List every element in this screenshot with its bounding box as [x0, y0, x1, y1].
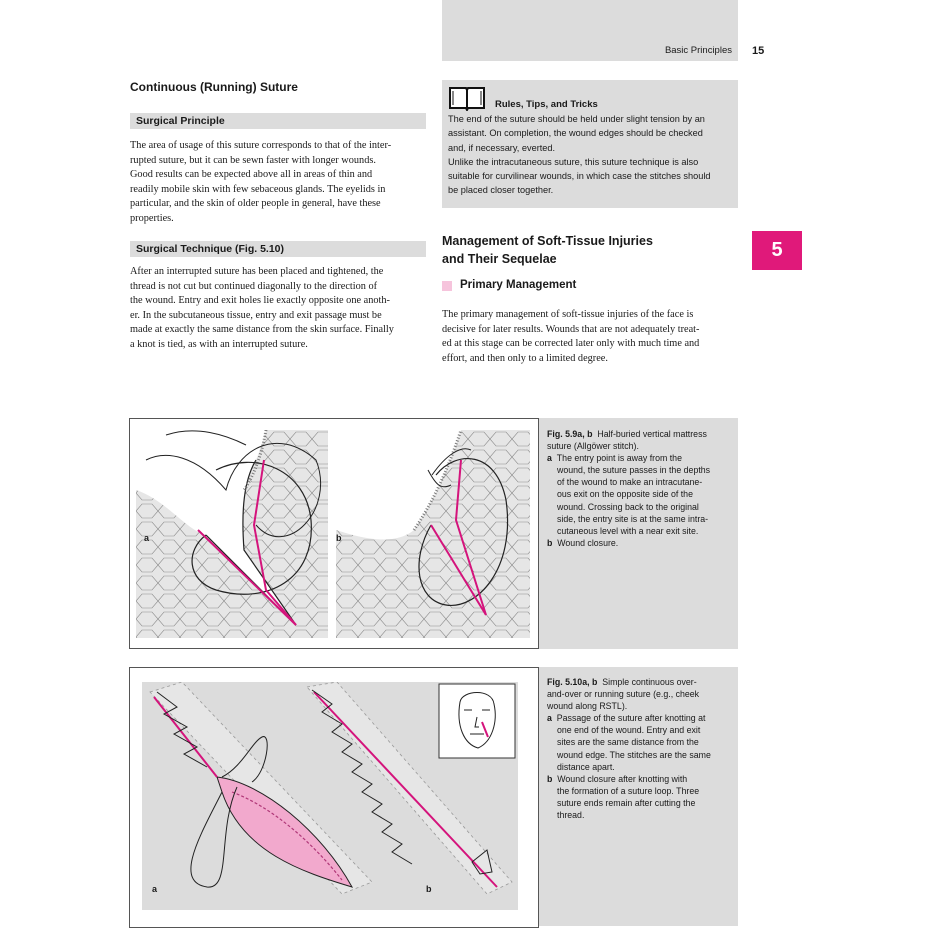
chapter-tab: 5 — [752, 231, 802, 270]
item-line: distance apart. — [557, 761, 615, 772]
item-line: wound, the suture passes in the depths — [557, 465, 711, 476]
rules-text — [448, 112, 736, 198]
item-line: one end of the wound. Entry and exit — [557, 725, 701, 736]
caption-line: and-over or running suture (e.g., cheek — [547, 689, 700, 700]
fig-5-10-label-b: b — [426, 884, 432, 894]
title-line: and Their Sequelae — [442, 252, 557, 266]
surgical-principle-heading: Surgical Principle — [130, 113, 426, 129]
fig-5-10-illustration — [142, 682, 518, 910]
surgical-principle-text — [130, 139, 426, 227]
text-line: the wound. Entry and exit holes lie exactly opposite one anoth- — [130, 295, 390, 307]
item-line: wound. Crossing back to the original — [557, 501, 699, 512]
text-line: suitable for curvilinear wounds, in which case the stitches should — [448, 171, 711, 182]
item-line: side, the entry site is at the same intra- — [557, 513, 709, 524]
fig-5-10-caption — [547, 676, 735, 821]
text-line: Good results can be expected above all in areas of thin and — [130, 169, 373, 181]
surgical-technique-text — [130, 265, 426, 353]
caption-title: Simple continuous over- — [602, 677, 697, 687]
caption-heading — [547, 428, 735, 440]
item-line: the formation of a suture loop. Three — [557, 785, 700, 796]
fig-5-9-caption — [547, 428, 735, 549]
text-line: decisive for later results. Wounds that are not adequately treat- — [442, 323, 700, 335]
text-line: The primary management of soft-tissue injuries of the face is — [442, 309, 694, 320]
item-line: Wound closure after knotting with — [557, 773, 688, 784]
item-line: Passage of the suture after knotting at — [556, 713, 706, 724]
item-letter: a — [547, 453, 552, 464]
caption-heading — [547, 676, 735, 688]
text-line: er. In the subcutaneous tissue, entry and exit passage must be — [130, 309, 382, 321]
management-title — [442, 232, 738, 268]
caption-number: Fig. 5.9a, b — [547, 429, 593, 439]
text-line: rupted suture, but it can be sewn faster with longer wounds. — [130, 154, 376, 166]
fig-5-9b-illustration — [336, 430, 530, 638]
rules-title: Rules, Tips, and Tricks — [495, 99, 598, 110]
item-line: Wound closure. — [557, 537, 619, 548]
open-book-icon — [448, 85, 486, 111]
text-line: be placed closer together. — [448, 185, 554, 196]
fig-5-9-label-a: a — [144, 533, 150, 543]
text-line: Unlike the intracutaneous suture, this suture technique is also — [448, 156, 699, 167]
text-line: The end of the suture should be held under slight tension by an — [448, 114, 705, 124]
caption-number: Fig. 5.10a, b — [547, 677, 598, 687]
caption-line: suture (Allgöwer stitch). — [547, 441, 639, 452]
running-head: Basic Principles — [664, 45, 732, 56]
text-line: assistant. On completion, the wound edges should be checked — [448, 128, 703, 139]
item-line: sites are the same distance from the — [557, 737, 699, 748]
item-letter: a — [547, 713, 552, 724]
page-number: 15 — [752, 45, 765, 57]
item-line: of the wound to make an intracutane- — [557, 477, 703, 488]
section-title: Continuous (Running) Suture — [130, 80, 298, 94]
fig-5-9-label-b: b — [336, 533, 342, 543]
item-line: ous exit on the opposite side of the — [557, 489, 693, 500]
surgical-technique-heading: Surgical Technique (Fig. 5.10) — [130, 241, 426, 257]
item-line: wound edge. The stitches are the same — [557, 749, 711, 760]
text-line: properties. — [130, 212, 174, 224]
fig-5-10-label-a: a — [152, 884, 158, 894]
text-line: effort, and then only to a limited degree. — [442, 352, 608, 364]
text-line: and, if necessary, everted. — [448, 142, 556, 153]
primary-management-text — [442, 308, 738, 366]
title-line: Management of Soft-Tissue Injuries — [442, 234, 653, 248]
item-line: suture ends remain after cutting the — [557, 797, 696, 808]
fig-5-9a-illustration — [136, 430, 328, 638]
caption-item-a — [547, 452, 735, 537]
text-line: particular, and the skin of older people in general, have these — [130, 198, 381, 210]
text-line: made at exactly the same distance from the skin surface. Finally — [130, 324, 394, 336]
item-line: cutaneous level with a near exit site. — [557, 525, 699, 536]
item-line: thread. — [557, 810, 585, 821]
item-letter: b — [547, 773, 553, 784]
caption-line: wound along RSTL). — [547, 701, 628, 712]
text-line: thread is not cut but continued diagonally to the direction of — [130, 280, 378, 292]
caption-item-b — [547, 773, 735, 821]
text-line: The area of usage of this suture corresponds to that of the inter- — [130, 140, 392, 151]
text-line: a knot is tied, as with an interrupted suture. — [130, 338, 308, 350]
caption-item-a — [547, 712, 735, 772]
item-line: The entry point is away from the — [556, 453, 682, 464]
text-line: readily mobile skin with few sebaceous glands. The eyelids in — [130, 183, 386, 195]
item-letter: b — [547, 537, 553, 548]
text-line: ed at this stage can be corrected later only with much time and — [442, 338, 700, 350]
primary-management-heading: Primary Management — [460, 279, 577, 291]
caption-title: Half-buried vertical mattress — [597, 429, 707, 439]
primary-management-marker — [442, 281, 452, 291]
caption-item-b — [547, 537, 735, 549]
text-line: After an interrupted suture has been placed and tightened, the — [130, 266, 384, 277]
